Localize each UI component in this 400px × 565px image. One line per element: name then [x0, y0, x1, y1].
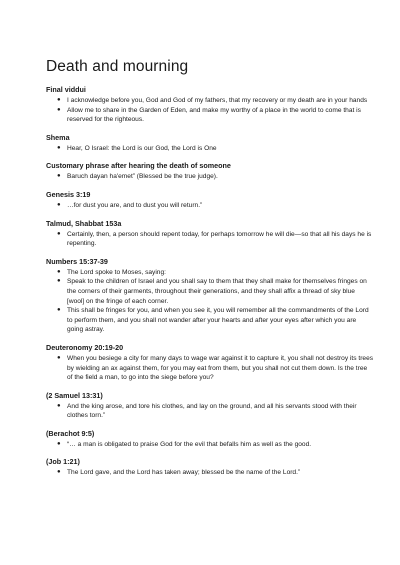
- bullet-list: [46, 96, 374, 125]
- bullet-list: [46, 354, 374, 383]
- list-item: [46, 268, 374, 278]
- list-item: [46, 106, 374, 125]
- list-item: [46, 96, 374, 106]
- list-item: [46, 468, 374, 478]
- list-item-text: Speak to the children of Israel and you shall say to them that they shall make for themselves fringes on the corners of their garments, throughout their generations, and they shall affix a thread of sky blue [wool] on the fringe of each corner.: [67, 278, 367, 305]
- bullet-icon: ●: [57, 173, 61, 180]
- bullet-icon: ●: [57, 278, 61, 285]
- section-heading: (Berachot 9:5): [46, 428, 95, 438]
- bullet-list: [46, 144, 374, 154]
- bullet-icon: ●: [57, 97, 61, 103]
- bullet-icon: ●: [57, 354, 61, 361]
- list-item-text: And the king arose, and tore his clothes, and lay on the ground, and all his servants stood with their clothes torn.”: [67, 402, 357, 420]
- list-item-text: This shall be fringes for you, and when you see it, you will remember all the commandments of the Lord to perform them, and you shall not wander after your hearts and after your eyes after which you are going astray.: [67, 307, 369, 334]
- section-deuteronomy: [46, 343, 374, 383]
- bullet-icon: ●: [57, 402, 61, 409]
- page-title: Death and mourning: [46, 58, 189, 75]
- bullet-icon: ●: [57, 201, 61, 208]
- section-heading: Final viddui: [46, 85, 86, 94]
- bullet-icon: ●: [57, 268, 61, 275]
- section-numbers: [46, 257, 374, 335]
- list-item: [46, 172, 374, 182]
- list-item-text: …for dust you are, and to dust you will return.”: [67, 201, 203, 209]
- bullet-list: [46, 468, 374, 478]
- section-heading: Customary phrase after hearing the death of someone: [46, 161, 231, 171]
- section-genesis: [46, 190, 374, 211]
- section-berachot: [46, 429, 374, 450]
- section-final-viddui: [46, 85, 374, 125]
- bullet-icon: ●: [57, 230, 61, 237]
- bullet-list: [46, 268, 374, 335]
- list-item: [46, 440, 374, 450]
- section-heading: Shema: [46, 132, 70, 142]
- list-item: [46, 402, 374, 421]
- list-item-text: I acknowledge before you, God and God of my fathers, that my recovery or my death are in your hands: [67, 97, 368, 104]
- section-job: [46, 457, 374, 478]
- list-item-text: Baruch dayan ha'emet” (Blessed be the true judge).: [67, 173, 218, 181]
- section-2-samuel: [46, 391, 374, 421]
- section-customary-phrase: [46, 161, 374, 182]
- bullet-list: [46, 201, 374, 211]
- section-shema: [46, 133, 374, 154]
- list-item: [46, 201, 374, 211]
- section-heading: (Job 1:21): [46, 457, 80, 467]
- bullet-list: [46, 402, 374, 421]
- bullet-icon: ●: [57, 144, 61, 151]
- list-item-text: Allow me to share in the Garden of Eden, and make my worthy of a place in the world to come that is reserved for the righteous.: [67, 106, 361, 124]
- section-heading: Numbers 15:37-39: [46, 256, 108, 266]
- bullet-list: [46, 440, 374, 450]
- bullet-icon: ●: [57, 307, 61, 314]
- list-item: [46, 277, 374, 306]
- list-item: [46, 144, 374, 154]
- bullet-list: [46, 172, 374, 182]
- list-item-text: Hear, O Israel: the Lord is our God, the Lord is One: [67, 144, 217, 152]
- list-item: [46, 354, 374, 383]
- list-item-text: The Lord gave, and the Lord has taken away; blessed be the name of the Lord.”: [67, 469, 301, 477]
- bullet-icon: ●: [57, 469, 61, 476]
- list-item-text: Certainly, then, a person should repent today, for perhaps tomorrow he will die—so that all his days he is repenting.: [67, 230, 372, 248]
- section-heading: Genesis 3:19: [46, 189, 91, 199]
- section-heading: Deuteronomy 20:19-20: [46, 342, 124, 352]
- list-item-text: The Lord spoke to Moses, saying:: [67, 268, 166, 276]
- list-item-text: When you besiege a city for many days to wage war against it to capture it, you shall not destroy its trees by wielding an ax against them, for you may eat from them, but you shall not cut them down. Is the tree of the field a man, to go into the siege before you?: [67, 354, 374, 382]
- bullet-list: [46, 230, 374, 249]
- section-heading: (2 Samuel 13:31): [46, 390, 103, 400]
- list-item: [46, 306, 374, 335]
- list-item-text: “… a man is obligated to praise God for the evil that befalls him as well as the good.: [67, 440, 312, 448]
- section-talmud: [46, 219, 374, 249]
- section-heading: Talmud, Shabbat 153a: [46, 218, 122, 228]
- bullet-icon: ●: [57, 106, 61, 113]
- bullet-icon: ●: [57, 440, 61, 447]
- list-item: [46, 230, 374, 249]
